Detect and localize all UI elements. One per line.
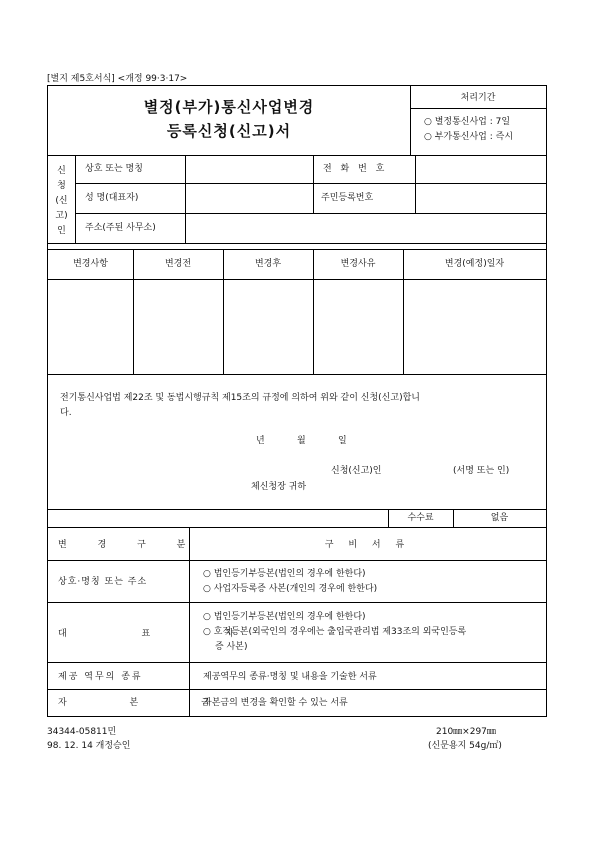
- applicant-row-divider: [75, 213, 546, 214]
- footer-code: 34344-05811민: [47, 727, 117, 737]
- docs-row-divider: [48, 662, 546, 663]
- date-day: 일: [338, 436, 347, 446]
- processing-item-value-added: ○ 부가통신사업 : 즉시: [424, 132, 514, 142]
- docs-item: ○ 법인등기부등본(법인의 경우에 한한다): [203, 612, 366, 622]
- fee-row-top: [48, 509, 546, 510]
- processing-period-label: 처리기간: [460, 93, 496, 103]
- docs-item: 자본금의 변경을 확인할 수 있는 서류: [203, 698, 348, 708]
- docs-category-name: 상호·명칭 또는 주소: [58, 577, 148, 587]
- form-revision: <개정 99·3·17>: [117, 74, 188, 84]
- phone-label: 전 화 번 호: [323, 164, 388, 174]
- business-name-label: 상호 또는 명칭: [85, 164, 143, 174]
- docs-category-representative: 대 표 자: [58, 629, 270, 639]
- applicant-side-char: 인: [57, 226, 66, 236]
- docs-header-category: 변 경 구 분: [58, 540, 200, 550]
- date-year: 년: [256, 436, 265, 446]
- applicant-row-divider: [75, 183, 546, 184]
- applicant-side-char: (신: [55, 196, 68, 206]
- docs-item: 제공역무의 종류·명칭 및 내용을 기술한 서류: [203, 672, 377, 682]
- fee-value: 없음: [490, 513, 509, 523]
- docs-item: ○ 사업자등록증 사본(개인의 경우에 한한다): [203, 584, 378, 594]
- address-label: 주소(주된 사무소): [85, 223, 156, 233]
- form-id: [별지 제5호서식]: [47, 74, 115, 84]
- docs-header-divider: [48, 560, 546, 561]
- change-table-top: [48, 249, 546, 250]
- resident-number-label: 주민등록번호: [321, 193, 374, 203]
- representative-label: 성 명(대표자): [85, 193, 139, 203]
- form-frame: [47, 85, 547, 717]
- change-header-item: 변경사항: [73, 259, 108, 269]
- footer-size: 210㎜×297㎜: [436, 727, 496, 737]
- docs-col-divider: [189, 527, 190, 716]
- docs-row-divider: [48, 602, 546, 603]
- footer-approval: 98. 12. 14 개정승인: [47, 741, 131, 751]
- signature-note: (서명 또는 인): [453, 466, 510, 476]
- addressee: 체신청장 귀하: [251, 482, 307, 492]
- applicant-side-char: 청: [57, 181, 66, 191]
- docs-row-divider: [48, 689, 546, 690]
- applicant-right-divider: [415, 155, 416, 213]
- footer-paper: (신문용지 54g/㎡): [428, 741, 502, 751]
- applicant-side-char: 신: [57, 166, 66, 176]
- applicant-side-divider: [75, 155, 76, 243]
- divider-applicant: [48, 243, 546, 244]
- change-header-divider: [48, 279, 546, 280]
- fee-label: 수수료: [407, 513, 434, 523]
- statement-line1: 전기통신사업법 제22조 및 동법시행규칙 제15조의 규정에 의하여 위와 같이 신청(신고)합니: [60, 393, 420, 403]
- docs-header-required: 구 비 서 류: [324, 540, 411, 550]
- applicant-label-divider: [185, 155, 186, 243]
- change-table-bottom: [48, 374, 546, 375]
- docs-category-capital: 자 본 금: [58, 698, 240, 708]
- applicant-signature-label: 신청(신고)인: [331, 466, 382, 476]
- docs-item: 증 사본): [215, 642, 248, 652]
- change-header-before: 변경전: [164, 259, 192, 269]
- applicant-side-char: 고): [55, 211, 68, 221]
- form-header: [47, 71, 187, 84]
- applicant-side-label: [48, 164, 75, 239]
- statement-line2: 다.: [60, 408, 72, 418]
- change-header-date: 변경(예정)일자: [444, 259, 505, 269]
- divider-title: [48, 155, 546, 156]
- docs-item: ○ 법인등기부등본(법인의 경우에 한한다): [203, 569, 366, 579]
- fee-row-bottom: [48, 527, 546, 528]
- processing-divider: [410, 108, 546, 109]
- date-month: 월: [297, 436, 306, 446]
- docs-category-service: 제공 역무의 종류: [58, 672, 143, 682]
- docs-item: ○ 호적등본(외국인의 경우에는 출입국관리법 제33조의 외국인등록: [203, 627, 467, 637]
- change-header-reason: 변경사유: [340, 259, 376, 269]
- applicant-mid-divider: [313, 155, 314, 213]
- processing-item-special: ○ 별정통신사업 : 7일: [424, 117, 511, 127]
- change-header-after: 변경후: [254, 259, 282, 269]
- form-title-line2: 등록신청(신고)서: [166, 122, 292, 140]
- form-title-line1: 별정(부가)통신사업변경: [143, 98, 315, 116]
